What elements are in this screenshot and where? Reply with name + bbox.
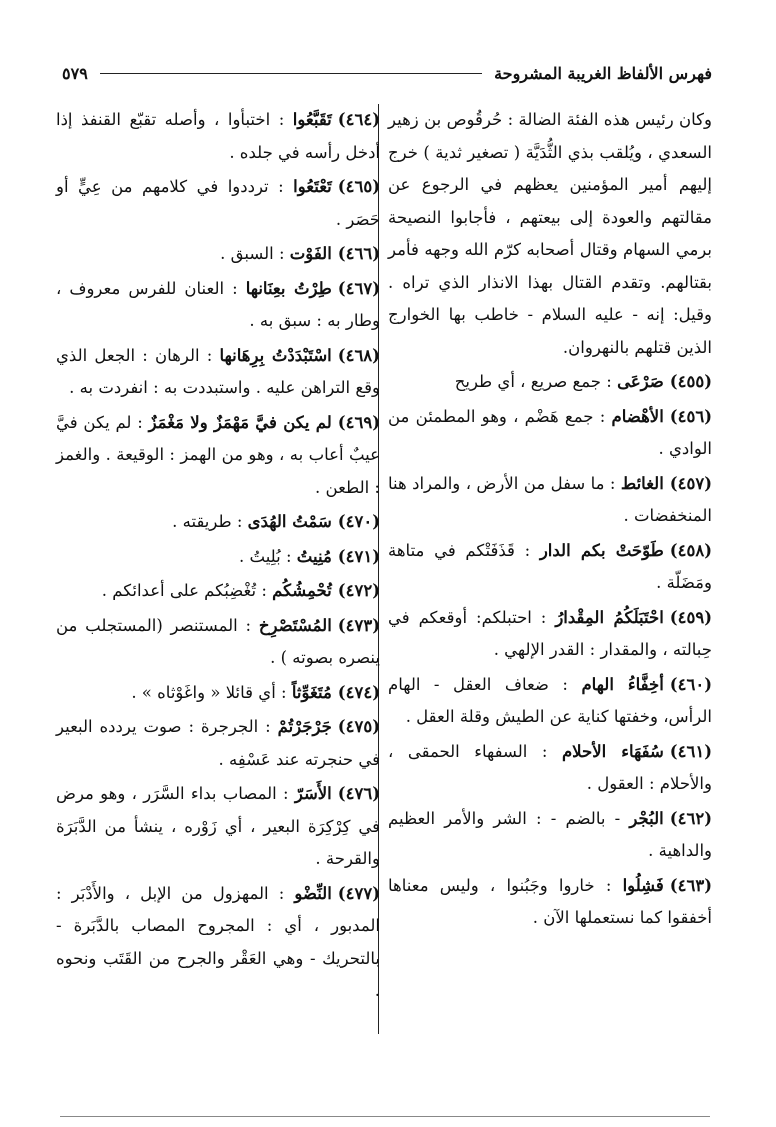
entry-definition: : العنان للفرس معروف ، وطار به : سبق به .	[56, 278, 380, 330]
entry-definition: : السبق .	[220, 244, 285, 263]
entry-headword: أخِفَّاءُ الهام	[581, 674, 664, 694]
entry-definition: : ما سفل من الأرض ، والمراد هنا المنخفضات .	[388, 473, 712, 525]
entry-definition: - بالضم - : الشر والأمر العظيم والداهية .	[388, 808, 712, 860]
glossary-entry	[388, 736, 712, 801]
entry-number: (٤٥٥)	[669, 372, 712, 391]
entry-number: (٤٦٧)	[337, 278, 380, 298]
entry-headword: الأهْضام	[611, 406, 664, 426]
entry-headword: فَشِلُوا	[622, 875, 664, 895]
glossary-entry	[388, 669, 712, 734]
entry-definition: : احتبلكم: أوقعكم في حِبالته ، والمقدار : القدر الإلهي .	[388, 607, 712, 659]
entry-headword: تَقَبَّعُوا	[292, 110, 332, 129]
glossary-entry	[56, 407, 380, 505]
entry-headword: طِرْتُ بعِنَانها	[245, 278, 332, 298]
page-number: ٥٧٩	[62, 63, 88, 83]
entry-number: (٤٧٦)	[337, 784, 380, 803]
entry-definition: : ضعاف العقل - الهام الرأس، وخفتها كناية عن الطيش وقلة العقل .	[388, 674, 712, 726]
right-column	[388, 104, 712, 937]
glossary-entry	[388, 366, 712, 399]
entry-number: (٤٦٨)	[337, 345, 380, 365]
running-title: فهرس الألفاظ الغريبة المشروحة	[494, 63, 712, 83]
entry-number: (٤٦٤)	[337, 110, 380, 129]
entry-number: (٤٦٦)	[337, 244, 380, 263]
entry-headword: تُحْمِشُكُم	[272, 581, 332, 600]
entry-headword: الأَسَرّ	[294, 784, 332, 803]
entry-definition: : المهزول من الإبل ، والأَدْبَر : المدبور ، أي : المجروح المصاب بالدَّبَرة - بالتحريك - وهي العَقْر والجرح من القَتَب ونحوه .	[56, 883, 380, 1000]
entry-number: (٤٥٨)	[669, 540, 712, 560]
glossary-entry	[388, 401, 712, 466]
glossary-entry	[388, 535, 712, 600]
glossary-entry	[56, 340, 380, 405]
entry-headword: مُنِيتُ	[296, 546, 332, 566]
entry-number: (٤٦٠)	[669, 674, 712, 694]
entry-headword: مُتَغَوِّثاً	[291, 682, 332, 702]
entry-headword: جَرْجَرْتُمْ	[277, 717, 332, 736]
entry-definition: : جمع صريع ، أي طريح	[454, 372, 612, 391]
entry-headword: البُجْر	[629, 808, 664, 828]
entry-number: (٤٦١)	[669, 741, 712, 761]
entry-number: (٤٦٥)	[337, 177, 380, 196]
entry-number: (٤٦٩)	[337, 412, 380, 432]
glossary-entry	[56, 506, 380, 539]
glossary-entry	[56, 104, 380, 169]
entry-headword: الفَوْت	[289, 244, 332, 263]
header-rule	[100, 73, 482, 74]
entry-headword: صَرْعَى	[617, 372, 664, 391]
entry-definition: : ترددوا في كلامهم من عِيٍّ أو حَصَر .	[56, 177, 380, 229]
page-header	[62, 58, 712, 88]
glossary-entry	[56, 575, 380, 608]
entry-definition: : جمع هَضْم ، وهو المطمئن من الوادي .	[388, 406, 712, 458]
entry-definition: : المصاب بداء السَّرَر ، وهو مرض في كِرْكِرَة البعير ، أي زَوْره ، ينشأ من الدَّبَرَة والقرحة .	[56, 784, 380, 868]
entry-definition: : الرهان : الجعل الذي وقع التراهن عليه . واستبددت به : انفردت به .	[56, 345, 380, 397]
entry-definition: : المستنصر (المستجلب من ينصره بصوته ) .	[56, 615, 380, 667]
entry-headword: سُفَهَاء الأحلام	[561, 741, 664, 761]
entry-headword: طَوّحَتْ بكم الدار	[539, 540, 664, 560]
entry-number: (٤٧٧)	[337, 883, 381, 903]
glossary-entry	[56, 238, 380, 271]
entry-definition: : تُغْضِبُكم على أعدائكم .	[101, 581, 267, 600]
entry-headword: المُسْتَصْرِخ	[258, 615, 332, 635]
entry-number: (٤٧٥)	[337, 717, 380, 736]
entry-definition: : لم يكن فيَّ عيبٌ أعاب به ، وهو من الهمز : الوقيعة . والغمز : الطعن .	[56, 412, 380, 497]
entry-definition: : اختبأوا ، وأصله تقبّع القنفذ إذا أدخل رأسه في جلده .	[56, 110, 380, 162]
entry-headword: احْتَبَلَكُمُ المِقْدارُ	[555, 607, 664, 627]
intro-paragraph: وكان رئيس هذه الفئة الضالة : حُرقُوص بن زهير السعدي ، ويُلقب بذي الثُّدَيَّة ( تصغير ثدية ) خرج إليهم أمير المؤمنين يعظهم في الرجوع عن مقالتهم والعودة إلى بيعتهم ، فأجابوا النصيحة برمي السهام وقتال أصحابه كرّم الله وجهه فأمر بقتالهم. وتقدم القتال بهذا الانذار الذي تراه . وقيل: إنه - عليه السلام - خاطب بها الخوارج الذين قتلهم بالنهروان.	[388, 110, 712, 357]
entry-number: (٤٦٢)	[669, 808, 712, 828]
entry-definition: : الجرجرة : صوت يردده البعير في حنجرته عند عَسْفِه .	[56, 717, 380, 769]
glossary-entry	[56, 711, 380, 776]
entry-definition: : السفهاء الحمقى ، والأحلام : العقول .	[388, 741, 712, 793]
glossary-entry	[388, 602, 712, 667]
entry-headword: النِّضْو	[294, 883, 332, 903]
glossary-entry	[56, 878, 380, 1008]
entry-definition: : بُلِيتُ .	[239, 546, 292, 566]
entry-number: (٤٧٢)	[337, 581, 380, 600]
glossary-entry	[388, 468, 712, 533]
glossary-entry	[56, 778, 380, 876]
glossary-entry	[388, 870, 712, 935]
left-column	[56, 104, 380, 1010]
entry-number: (٤٦٣)	[669, 875, 712, 895]
entry-number: (٤٧٣)	[337, 615, 380, 635]
entry-headword: تَعْتَعُوا	[293, 177, 332, 196]
entry-definition: : قَذَفَتْكم في متاهة ومَضَلّة .	[388, 540, 712, 592]
glossary-entry	[56, 273, 380, 338]
entry-number: (٤٥٩)	[669, 607, 712, 627]
entry-definition: : خاروا وجَبُنوا ، وليس معناها أخفقوا كما نستعملها الآن .	[388, 875, 712, 927]
entry-headword: اسْتَبْدَدْتُ بِرِهَانها	[219, 345, 332, 365]
entry-headword: سَمْتُ الهُدَى	[247, 512, 332, 531]
glossary-entry	[56, 610, 380, 675]
glossary-entry	[388, 803, 712, 868]
entry-number: (٤٧١)	[337, 546, 380, 566]
entry-number: (٤٧٤)	[337, 682, 380, 702]
entry-headword: الغائط	[620, 473, 664, 493]
entry-number: (٤٥٧)	[669, 473, 712, 493]
glossary-entry	[56, 677, 380, 710]
glossary-entry	[56, 171, 380, 236]
bottom-rule	[60, 1116, 710, 1117]
entry-number: (٤٥٦)	[669, 406, 712, 426]
entry-definition: : أي قائلا « واغَوْثاه » .	[131, 682, 287, 702]
entry-headword: لم يكن فيَّ مَهْمَزٌ ولا مَغْمَزٌ	[148, 412, 332, 432]
entry-definition: : طريقته .	[172, 512, 243, 531]
glossary-entry	[56, 541, 380, 574]
entry-number: (٤٧٠)	[337, 512, 380, 531]
